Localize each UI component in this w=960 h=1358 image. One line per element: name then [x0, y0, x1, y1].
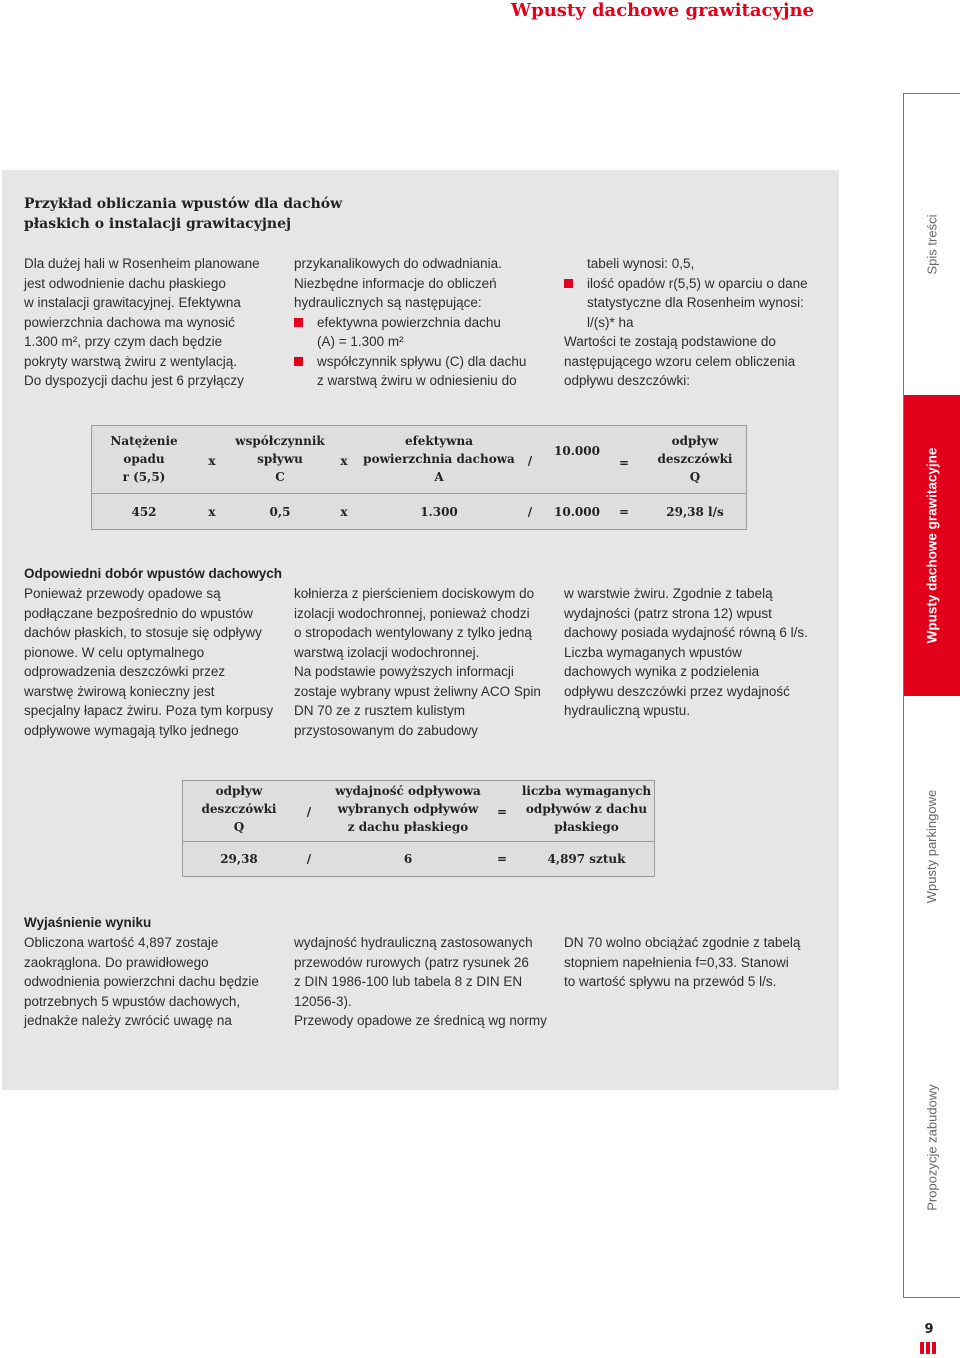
text-line: wydajność hydrauliczną zastosowanych: [294, 935, 533, 950]
formula-operator: =: [496, 805, 508, 819]
formula-text: Q: [233, 820, 245, 834]
page-title: Wpusty dachowe grawitacyjne: [510, 0, 814, 21]
formula-text: C: [275, 470, 285, 484]
formula-text: współczynnik: [235, 434, 325, 448]
formula-separator: [92, 493, 746, 494]
text-line: dachowy posiada wydajność równą 6 l/s.: [564, 625, 808, 640]
example-column-1: [24, 254, 289, 391]
text-line: statystyczne dla Rosenheim wynosi:: [587, 295, 804, 310]
text-line: hydrauliczną wpustu.: [564, 703, 691, 718]
result-column-1: [24, 933, 289, 1031]
formula-text: deszczówki: [657, 452, 733, 466]
text-line: odpływu deszczówki:: [564, 373, 691, 388]
tab-table-of-contents[interactable]: [904, 94, 960, 395]
text-line: l/(s)* ha: [587, 314, 634, 330]
formula-value-rainfall: 452: [131, 505, 157, 519]
text-line: Wartości te zostają podstawione do: [564, 334, 776, 349]
formula-text: Natężenie: [110, 434, 178, 448]
text-line: 1.300 m², przy czym dach będzie: [24, 334, 223, 349]
bullet-item-runoff-coefficient: [294, 352, 559, 391]
formula-text: odpływów z dachu: [525, 802, 648, 816]
formula-header-runoff: [197, 782, 281, 836]
selection-column-2: [294, 584, 559, 740]
text-line: współczynnik spływu (C) dla dachu: [317, 353, 527, 369]
text-line: zostaje wybrany wpust żeliwny ACO Spin: [294, 683, 541, 699]
bullet-item-roof-area: [294, 313, 559, 352]
result-heading: Wyjaśnienie wyniku: [24, 915, 152, 930]
formula-operator: =: [618, 505, 630, 519]
formula-value-area: 1.300: [420, 505, 458, 519]
text-line: odpływowe wymagają tylko jednego: [24, 722, 239, 738]
formula-text: r (5,5): [122, 470, 166, 484]
text-line: w warstwie żwiru. Zgodnie z tabelą: [564, 586, 773, 601]
text-line: o stropodach wentylowany z tylko jedną: [294, 625, 532, 640]
text-line: Przewody opadowe ze średnicą wg normy: [294, 1013, 547, 1028]
example-column-3: [564, 254, 834, 391]
formula-text: A: [434, 470, 444, 484]
formula-value-runoff: 29,38: [220, 852, 258, 866]
text-line: przykanalikowych do odwadniania.: [294, 256, 502, 271]
text-line: (A) = 1.300 m²: [317, 334, 404, 349]
formula-text: wydajność odpływowa: [335, 784, 481, 798]
text-line: odwodnienia powierzchni dachu będzie: [24, 974, 259, 989]
text-line: tabeli wynosi: 0,5,: [587, 256, 695, 271]
formula-header-capacity: [327, 782, 489, 836]
formula-text: płaskiego: [554, 820, 619, 834]
tab-installation-proposals[interactable]: [904, 997, 960, 1298]
text-line: warstwą izolacji wodochronnej.: [294, 644, 480, 660]
formula-header-inlet-count: [519, 782, 654, 836]
formula-text: wybranych odpływów: [337, 802, 479, 816]
formula-text: spływu: [257, 452, 303, 466]
formula-text: deszczówki: [201, 802, 277, 816]
formula-text: Q: [689, 470, 701, 484]
result-column-2: [294, 933, 559, 1031]
text-line: jest odwodnienie dachu płaskiego: [24, 275, 226, 291]
text-line: podłączane bezpośrednio do wpustów: [24, 605, 253, 621]
text-line: odprowadzenia deszczówki przez: [24, 664, 226, 679]
text-line: dachowych wynika z podzielenia: [564, 664, 760, 679]
text-line: pokryty warstwą żwiru z wentylacją.: [24, 353, 238, 369]
formula-header-coefficient: [230, 432, 330, 486]
text-line: warstwę żwirową konieczny jest: [24, 683, 215, 699]
text-line: Obliczona wartość 4,897 zostaje: [24, 935, 219, 950]
text-line: Do dyspozycji dachu jest 6 przyłączy: [24, 373, 244, 388]
formula-value-coefficient: 0,5: [269, 505, 291, 519]
formula-operator: /: [306, 805, 312, 819]
formula-header-divisor: 10.000: [554, 444, 600, 458]
selection-column-1: [24, 584, 289, 740]
formula-header-rainfall: [104, 432, 184, 486]
formula-value-runoff: 29,38 l/s: [666, 505, 724, 519]
inlet-count-formula-box: [182, 780, 655, 877]
formula-operator: x: [340, 505, 348, 519]
red-square-bullet-icon: [294, 357, 303, 366]
text-line: specjalny łapacz żwiru. Poza tym korpusy: [24, 703, 274, 718]
text-line: Na podstawie powyższych informacji: [294, 664, 514, 679]
text-line: efektywna powierzchnia dachu: [317, 314, 501, 330]
tab-label: Wpusty parkingowe: [924, 789, 940, 904]
tab-label: Spis treści: [924, 214, 940, 275]
formula-header-runoff: [645, 432, 745, 486]
selection-heading: Odpowiedni dobór wpustów dachowych: [24, 566, 282, 581]
brand-stripes-icon: [920, 1342, 937, 1354]
page-number: 9: [924, 1322, 934, 1337]
bullet-item-rainfall: [564, 274, 834, 333]
text-line: powierzchnia dachowa ma wynosić: [24, 314, 235, 330]
text-line: to wartość spływu na przewód 5 l/s.: [564, 974, 777, 989]
red-square-bullet-icon: [294, 318, 303, 327]
example-heading-line-1: Przykład obliczania wpustów dla dachów: [24, 196, 343, 212]
text-line: w instalacji grawitacyjnej. Efektywna: [24, 295, 241, 310]
formula-text: powierzchnia dachowa: [363, 452, 515, 466]
formula-text: efektywna: [404, 434, 474, 448]
text-line: ilość opadów r(5,5) w oparciu o dane: [587, 275, 808, 291]
formula-text: odpływ: [215, 784, 263, 798]
text-line: odpływu deszczówki przez wydajność: [564, 683, 790, 699]
example-heading-line-2: płaskich o instalacji grawitacyjnej: [24, 216, 292, 232]
text-line: pionowe. W celu optymalnego: [24, 644, 205, 660]
formula-value-divisor: 10.000: [554, 505, 600, 519]
text-line: wydajności (patrz strona 12) wpust: [564, 605, 772, 621]
formula-separator: [183, 841, 654, 842]
text-line: 12056-3).: [294, 993, 352, 1009]
formula-text: opadu: [123, 452, 165, 466]
text-line: izolacji wodochronnej, ponieważ chodzi: [294, 605, 530, 621]
text-line: jednakże należy zwrócić uwagę na: [24, 1013, 232, 1028]
text-line: Ponieważ przewody opadowe są: [24, 586, 221, 601]
section-sidebar: [903, 93, 960, 1298]
selection-column-3: [564, 584, 834, 721]
text-line: DN 70 ze z rusztem kulistym: [294, 703, 466, 718]
result-column-3: [564, 933, 834, 992]
text-line: stopniem napełnienia f=0,33. Stanowi: [564, 954, 789, 970]
text-line: następującego wzoru celem obliczenia: [564, 353, 796, 369]
formula-text: odpływ: [671, 434, 719, 448]
tab-label: Wpusty dachowe grawitacyjne: [924, 447, 940, 644]
example-column-2: [294, 254, 559, 391]
formula-header-area: [358, 432, 520, 486]
formula-operator: /: [527, 505, 533, 519]
tab-label: Propozycje zabudowy: [924, 1084, 940, 1211]
text-line: z DIN 1986-100 lub tabela 8 z DIN EN: [294, 974, 523, 989]
text-line: hydraulicznych są następujące:: [294, 295, 482, 310]
text-line: dachów płaskich, to stosuje się odpływy: [24, 625, 262, 640]
formula-operator: =: [618, 456, 630, 470]
tab-parking-drains[interactable]: [904, 696, 960, 997]
formula-operator: /: [527, 454, 533, 468]
formula-text: liczba wymaganych: [521, 784, 652, 798]
text-line: Liczba wymaganych wpustów: [564, 644, 742, 660]
formula-operator: x: [208, 505, 216, 519]
text-line: potrzebnych 5 wpustów dachowych,: [24, 993, 241, 1009]
formula-operator: =: [496, 852, 508, 866]
text-line: zaokrąglona. Do prawidłowego: [24, 954, 209, 970]
formula-operator: x: [340, 454, 348, 468]
text-line: Dla dużej hali w Rosenheim planowane: [24, 256, 260, 271]
formula-operator: /: [306, 852, 312, 866]
formula-text: z dachu płaskiego: [347, 820, 469, 834]
formula-value-inlet-count: 4,897 sztuk: [547, 852, 626, 866]
text-line: DN 70 wolno obciążać zgodnie z tabelą: [564, 935, 801, 950]
text-line: przystosowanym do zabudowy: [294, 722, 478, 738]
text-line: z warstwą żwiru w odniesieniu do: [317, 373, 517, 388]
tab-gravity-roof-drains[interactable]: [904, 395, 960, 696]
red-square-bullet-icon: [564, 279, 573, 288]
runoff-formula-box: [91, 425, 747, 530]
formula-value-capacity: 6: [403, 852, 413, 866]
formula-operator: x: [208, 454, 216, 468]
example-heading: [24, 194, 342, 234]
text-line: Niezbędne informacje do obliczeń: [294, 275, 497, 291]
text-line: kołnierza z pierścieniem dociskowym do: [294, 586, 535, 601]
text-line: przewodów rurowych (patrz rysunek 26: [294, 954, 529, 970]
